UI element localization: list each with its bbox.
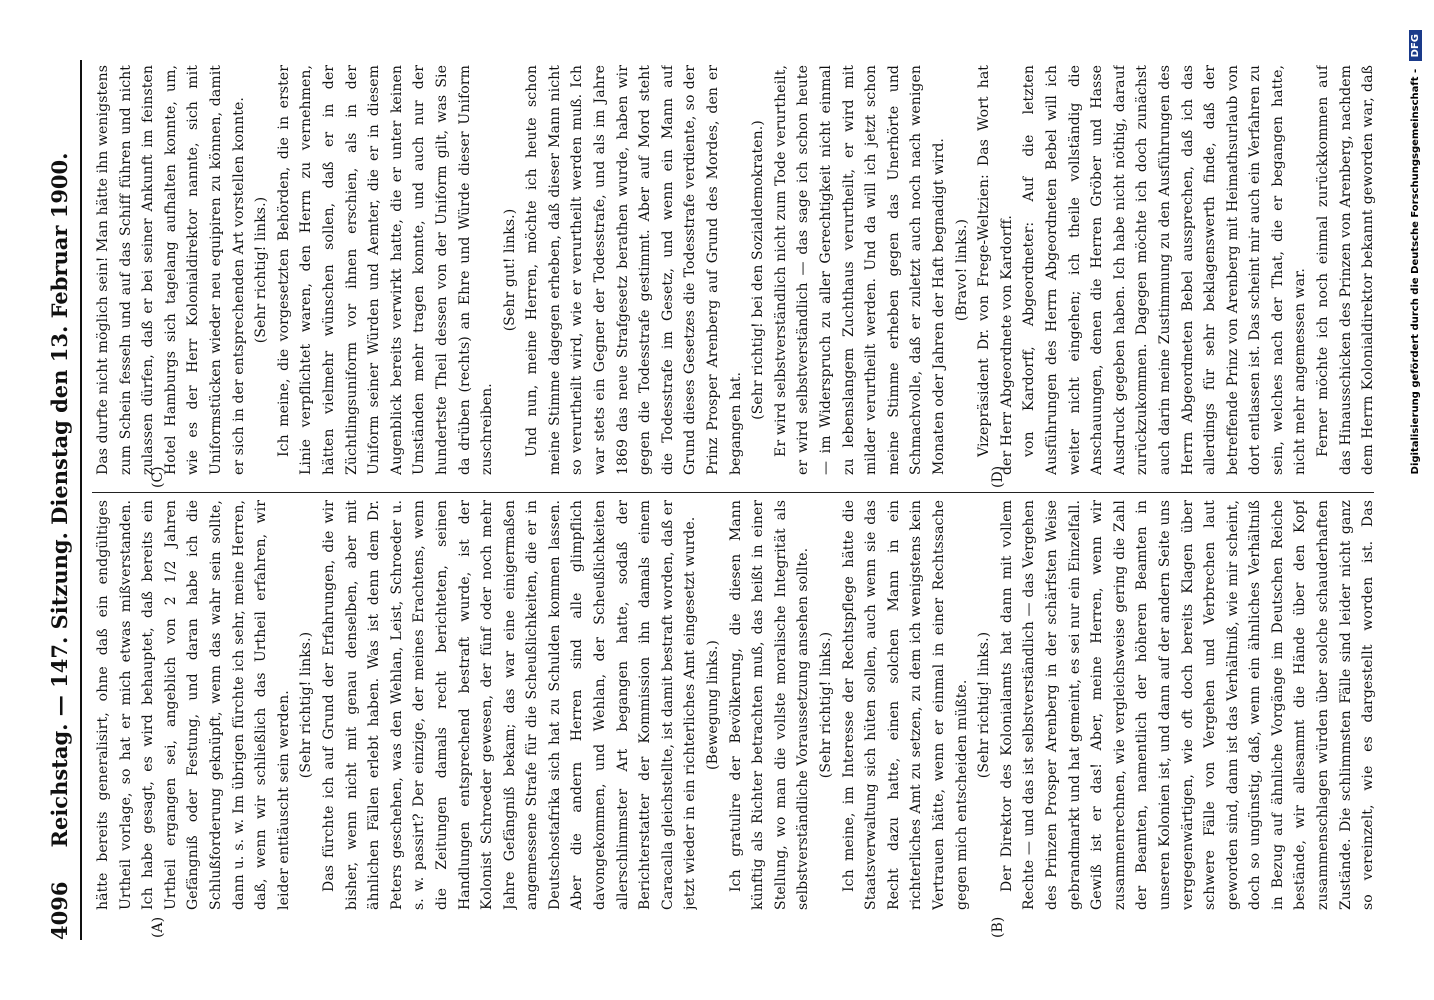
paragraph: Ich gratulire der Bevölkerung, die diesen Mann künftig als Richter betrachten muß, das heißt in einer Stellung, wo man die vollste moralische Integrität als selbstverständliche Voraussetzung ansehen sollte. [727,500,812,910]
margin-marker-b: (B) [990,916,1006,938]
speaker-paragraph: von Kardorff, Abgeordneter: Auf die letzten Ausführungen des Herrn Abgeordneten Bebel will ich weiter nicht eingehen; ich theile vollständig die Anschauungen, denen die Herren Gröber und Hasse Ausdruck gegeben haben. Ich habe nicht nöthig, darauf zurückzukommen. Dagegen möchte ich doch zunächst auch darin meine Zustimmung zu den Ausführungen des Herrn Abgeordneten Bebel aussprechen, daß ich das allerdings für sehr beklagenswerth finde, daß der betreffende Prinz von Arenberg mit Heimathsurlaub von dort entlassen ist. Das scheint mir auch ein Verfahren zu sein, welches nach der That, die er begangen hatte, nicht mehr angemessen war. [1021,65,1309,475]
interjection: (Sehr richtig! links.) [298,631,315,779]
paragraph: Und nun, meine Herren, möchte ich heute schon meine Stimme dagegen erheben, daß dieser Mann nicht so verurtheilt wird, wie er verurtheilt werden muß. Ich war stets ein Gegner der Todesstrafe, und als im Jahre 1869 das neue Strafgesetz berathen wurde, haben wir gegen die Todesstrafe gestimmt. Aber auf Mord steht die Todesstrafe im Gesetz, und wenn ein Mann auf Grund dieses Gesetzes die Todesstrafe verdiente, so der Prinz Prosper Arenberg auf Grund des Mordes, den er begangen hat. [524,65,744,475]
interjection: (Sehr gut! links.) [501,208,518,332]
credit-text: Digitalisierung gefördert durch die Deutsche Forschungsgemeinschaft - [1410,68,1421,475]
interjection: (Sehr richtig! links.) [253,196,270,344]
paragraph: Das fürchte ich auf Grund der Erfahrungen, die wir bisher, wenn nicht mit genau denselben, aber mit ähnlichen Fällen erlebt haben. Was ist denn dem Dr. Peters geschehen, was den Wehlan, Leist, Schroeder u. s. w. passirt? Der einzige, der meines Erachtens, wenn die Zeitungen damals recht berichteten, seinen Handlungen entsprechend bestraft wurde, ist der Kolonist Schroeder gewesen, der fünf oder noch mehr Jahre Gefängniß bekam; das war eine einigermaßen angemessene Strafe für die Scheußlichkeiten, die er in Deutschostafrika sich hat zu Schulden kommen lassen. Aber die andern Herren sind alle glimpflich davongekommen, und Wehlan, der Scheußlichkeiten allerschlimmster Art begangen hatte, sodaß der Berichterstatter der Kommission ihn damals einem Caracalla gleichstellte, ist damit bestraft worden, daß er jetzt wieder in ein richterliches Amt eingesetzt wurde. [320,500,699,910]
digitization-credit [1409,0,1429,1000]
left-column [92,500,1384,910]
interjection: (Sehr richtig! links.) [818,631,834,779]
dfg-logo: DFG [1409,30,1422,61]
interjection: (Sehr richtig! bei den Sozialdemokraten.) [750,120,767,420]
page-number: 4096 [47,881,72,940]
paragraph: hätte bereits generalisirt, ohne daß ein endgültiges Urtheil vorlage, so hat er mich etwas mißverstanden. Ich habe gesagt, es wird behauptet, daß bereits ein Urtheil ergangen sei, angeblich von 2 1/2 Jahren Gefängniß oder Festung, und daran habe ich die Schlußforderung geknüpft, wenn das wahr sein sollte, dann u. s. w. Im übrigen fürchte ich sehr, meine Herren, daß, wenn wir schließlich das Urtheil erfahren, wir leider enttäuscht sein werden. [95,500,292,910]
paragraph: Ich meine, im Interesse der Rechtspflege hätte die Staatsverwaltung sich hüten sollen, auch wenn sie das Recht dazu hatte, einen solchen Mann in ein richterliches Amt zu setzen, zu dem ich wenigstens kein Vertrauen hätte, wenn er einmal in einer Rechtssache gegen mich entscheiden müßte. [840,500,970,910]
interjection: (Bewegung links.) [705,640,722,770]
paragraph: Das durfte nicht möglich sein! Man hätte ihn wenigstens zum Schein fesseln und auf das Schiff führen und nicht zulassen dürfen, daß er bei seiner Ankunft im feinsten Hotel Hamburgs sich tagelang aufhalten konnte, um, wie es der Herr Kolonialdirektor nannte, sich mit Uniformstücken wieder neu equipiren zu können, damit er sich in der entsprechenden Art vorstellen konnte. [95,65,247,475]
margin-marker-a: (A) [150,916,166,938]
margin-marker-d: (D) [990,465,1006,488]
paragraph: Ferner möchte ich noch einmal zurückkommen auf das Hinausschicken des Prinzen von Arenberg, nachdem dem Herrn Kolonialdirektor bekannt geworden war, daß [1315,65,1377,475]
speaker-paragraph: Vizepräsident Dr. von Frege-Weltzien: Das Wort hat der Herr Abgeordnete von Kardorff. [976,65,1015,475]
page-title: Reichstag. — 147. Sitzung. Dienstag den 13. Februar 1900. [47,152,72,848]
paragraph: Ich meine, die vorgesetzten Behörden, die in erster Linie verpflichtet waren, den Herrn zu vernehmen, hätten vielmehr wünschen sollen, daß er in der Züchtlingsuniform vor ihnen erschien, als in der Uniform seiner Würden und Aemter, die er in diesem Augenblick bereits verwirkt hatte, die er unter keinen Umständen mehr tragen konnte, und auch nur der hundertste Theil dessen von der Uniform gilt, was Sie da drüben (rechts) an Ehre und Würde dieser Uniform zuschreiben. [275,65,496,475]
column-divider [92,492,1374,493]
right-column [92,65,1384,475]
interjection: (Bravo! links.) [953,218,970,322]
interjection: (Sehr richtig! links.) [976,631,993,779]
paragraph: Der Direktor des Kolonialamts hat dann mit vollem Rechte — und das ist selbstverständlich — das Vergehen des Prinzen Prosper Arenberg in der schärfsten Weise gebrandmarkt und hat gemeint, es sei nur ein Einzelfall. Gewiß ist er das! Aber, meine Herren, wenn wir zusammenrechnen, wie vergleichsweise gering die Zahl der Beamten, namentlich der höheren Beamten in unseren Kolonien ist, und dann auf der andern Seite uns vergegenwärtigen, wie oft doch bereits Klagen über schwere Fälle von Vergehen und Verbrechen laut geworden sind, dann ist das Verhältniß, wie mir scheint, doch so ungünstig, daß, wenn ein ähnliches Verhältniß in Bezug auf ähnliche Vorgänge im Deutschen Reiche bestände, wir allesammt die Hände über den Kopf zusammenschlagen würden über solche schauderhaften Zustände. Die schlimmsten Fälle sind leider nicht ganz so vereinzelt, wie es dargestellt worden ist. Das [998,500,1377,910]
margin-marker-c: (C) [150,466,166,488]
paragraph: Er wird selbstverständlich nicht zum Tode verurtheilt, er wird selbstverständlich — das sage ich schon heute — im Widerspruch zu aller Gerechtigkeit nicht einmal zu lebenslangem Zuchthaus verurtheilt, er wird mit milder verurtheilt werden. Und da will ich jetzt schon meine Stimme erheben gegen das Unerhörte und Schmachvolle, daß er zuletzt auch noch nach wenigen Monaten oder Jahren der Haft begnadigt wird. [772,65,947,475]
page-header [30,60,82,940]
